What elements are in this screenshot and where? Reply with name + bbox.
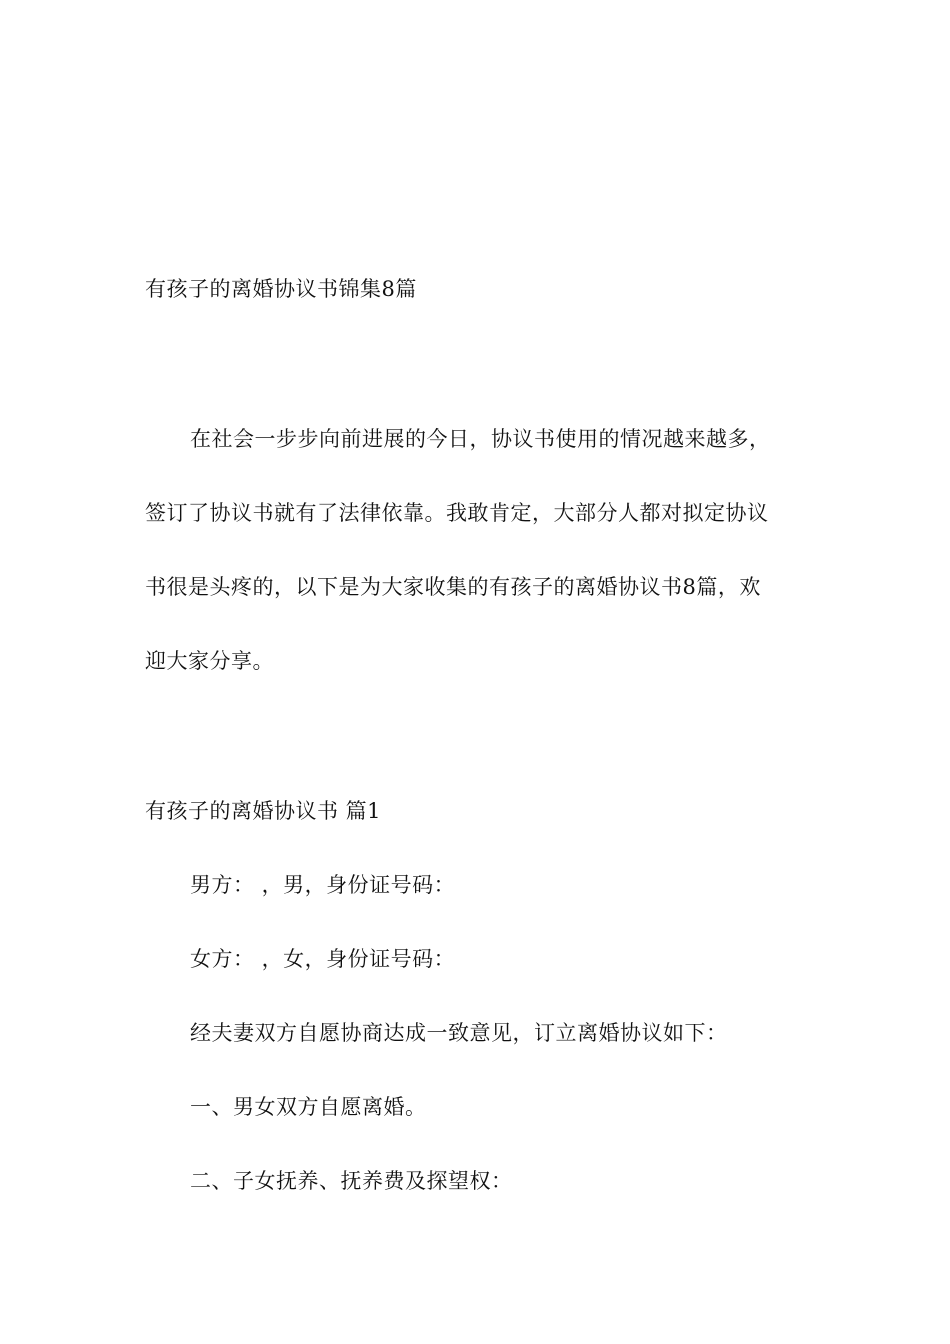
document-title: 有孩子的离婚协议书锦集8篇 — [145, 277, 417, 301]
section-heading: 有孩子的离婚协议书 篇1 — [145, 799, 382, 823]
section-line-5: 二、子女抚养、抚养费及探望权： — [190, 1169, 513, 1193]
section-line-4: 一、男女双方自愿离婚。 — [190, 1095, 427, 1119]
intro-line-1: 在社会一步步向前进展的今日，协议书使用的情况越来越多， — [190, 427, 771, 451]
intro-line-3: 书很是头疼的，以下是为大家收集的有孩子的离婚协议书8篇，欢 — [145, 575, 761, 599]
intro-line-2: 签订了协议书就有了法律依靠。我敢肯定，大部分人都对拟定协议 — [145, 501, 769, 525]
section-line-3: 经夫妻双方自愿协商达成一致意见，订立离婚协议如下： — [190, 1021, 728, 1045]
section-line-2: 女方： ，女，身份证号码： — [190, 947, 456, 971]
intro-line-4: 迎大家分享。 — [145, 649, 274, 673]
section-line-1: 男方： ，男，身份证号码： — [190, 873, 456, 897]
